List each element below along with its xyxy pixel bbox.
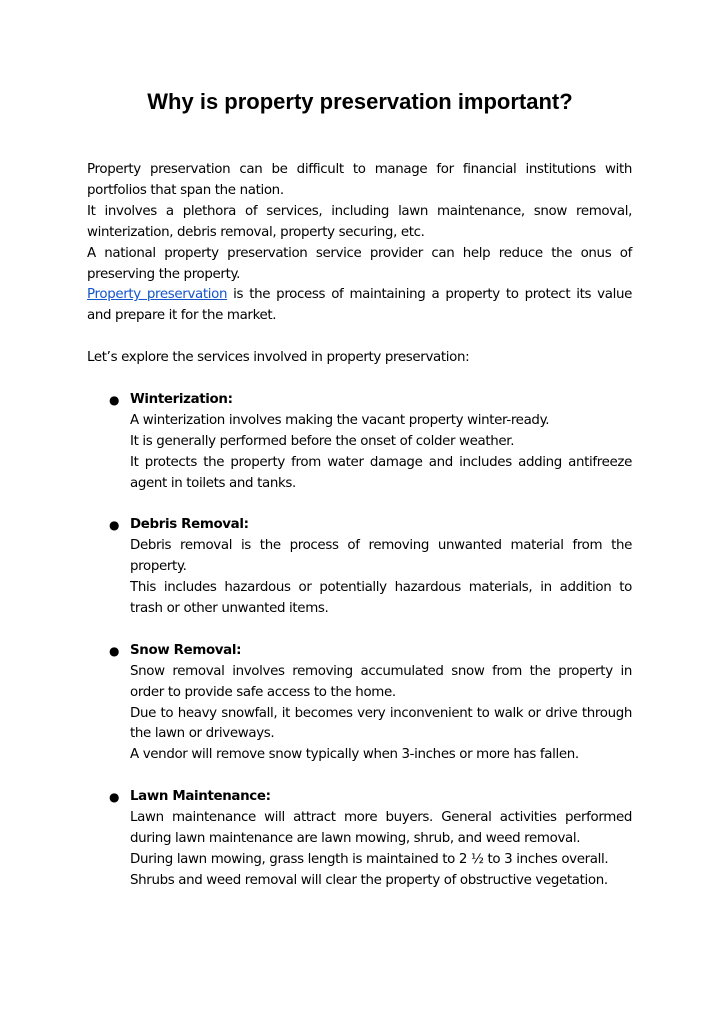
bullet-icon: ● bbox=[109, 790, 120, 805]
item-line: Due to heavy snowfall, it becomes very inconvenient to walk or drive through the lawn or driveways. bbox=[130, 705, 632, 742]
intro-text-3: A national property preservation service provider can help reduce the onus of preserving the property. bbox=[87, 245, 632, 282]
bullet-icon: ● bbox=[109, 518, 120, 533]
bullet-icon: ● bbox=[109, 643, 120, 658]
item-line: A winterization involves making the vacant property winter-ready. bbox=[130, 412, 550, 428]
item-line: Debris removal is the process of removing unwanted material from the property. bbox=[130, 538, 632, 575]
spacer bbox=[87, 766, 632, 787]
list-item-winterization bbox=[87, 390, 632, 495]
item-title: Winterization: bbox=[130, 391, 233, 407]
list-item-lawn-maintenance bbox=[87, 787, 632, 892]
intro-text-2: It involves a plethora of services, including lawn maintenance, snow removal, winterization, debris removal, property securing, etc. bbox=[87, 203, 632, 240]
list-item-debris-removal bbox=[87, 515, 632, 620]
list-item-snow-removal bbox=[87, 641, 632, 766]
services-list bbox=[87, 390, 632, 892]
item-line: This includes hazardous or potentially hazardous materials, in addition to trash or other unwanted items. bbox=[130, 580, 632, 616]
item-line: During lawn mowing, grass length is maintained to 2 ½ to 3 inches overall. bbox=[130, 851, 609, 867]
lead-in-text: Let’s explore the services involved in property preservation: bbox=[87, 350, 470, 366]
property-preservation-link[interactable]: Property preservation bbox=[87, 287, 228, 303]
spacer bbox=[87, 620, 632, 641]
item-title: Debris Removal: bbox=[130, 517, 249, 533]
item-line: A vendor will remove snow typically when 3-inches or more has fallen. bbox=[130, 747, 579, 763]
spacer bbox=[87, 327, 632, 348]
intro-paragraph-1 bbox=[87, 160, 632, 327]
item-title: Snow Removal: bbox=[130, 642, 242, 658]
intro-text-1: Property preservation can be difficult to manage for financial institutions with portfolios that span the nation. bbox=[87, 162, 632, 198]
document-body bbox=[87, 160, 632, 892]
bullet-icon: ● bbox=[109, 392, 120, 407]
item-line: Snow removal involves removing accumulated snow from the property in order to provide safe access to the home. bbox=[130, 663, 632, 700]
spacer bbox=[87, 369, 632, 390]
item-line: Lawn maintenance will attract more buyers. General activities performed during lawn maintenance are lawn mowing, shrub, and weed removal. bbox=[130, 810, 632, 846]
item-line: It protects the property from water damage and includes adding antifreeze agent in toilets and tanks. bbox=[130, 454, 632, 491]
item-line: Shrubs and weed removal will clear the property of obstructive vegetation. bbox=[130, 872, 608, 888]
item-title: Lawn Maintenance: bbox=[130, 789, 271, 805]
item-line: It is generally performed before the onset of colder weather. bbox=[130, 433, 515, 449]
page-title: Why is property preservation important? bbox=[147, 89, 573, 114]
spacer bbox=[87, 494, 632, 515]
intro-text-4: is the process of maintaining a property to protect its value and prepare it for the market. bbox=[87, 287, 633, 324]
